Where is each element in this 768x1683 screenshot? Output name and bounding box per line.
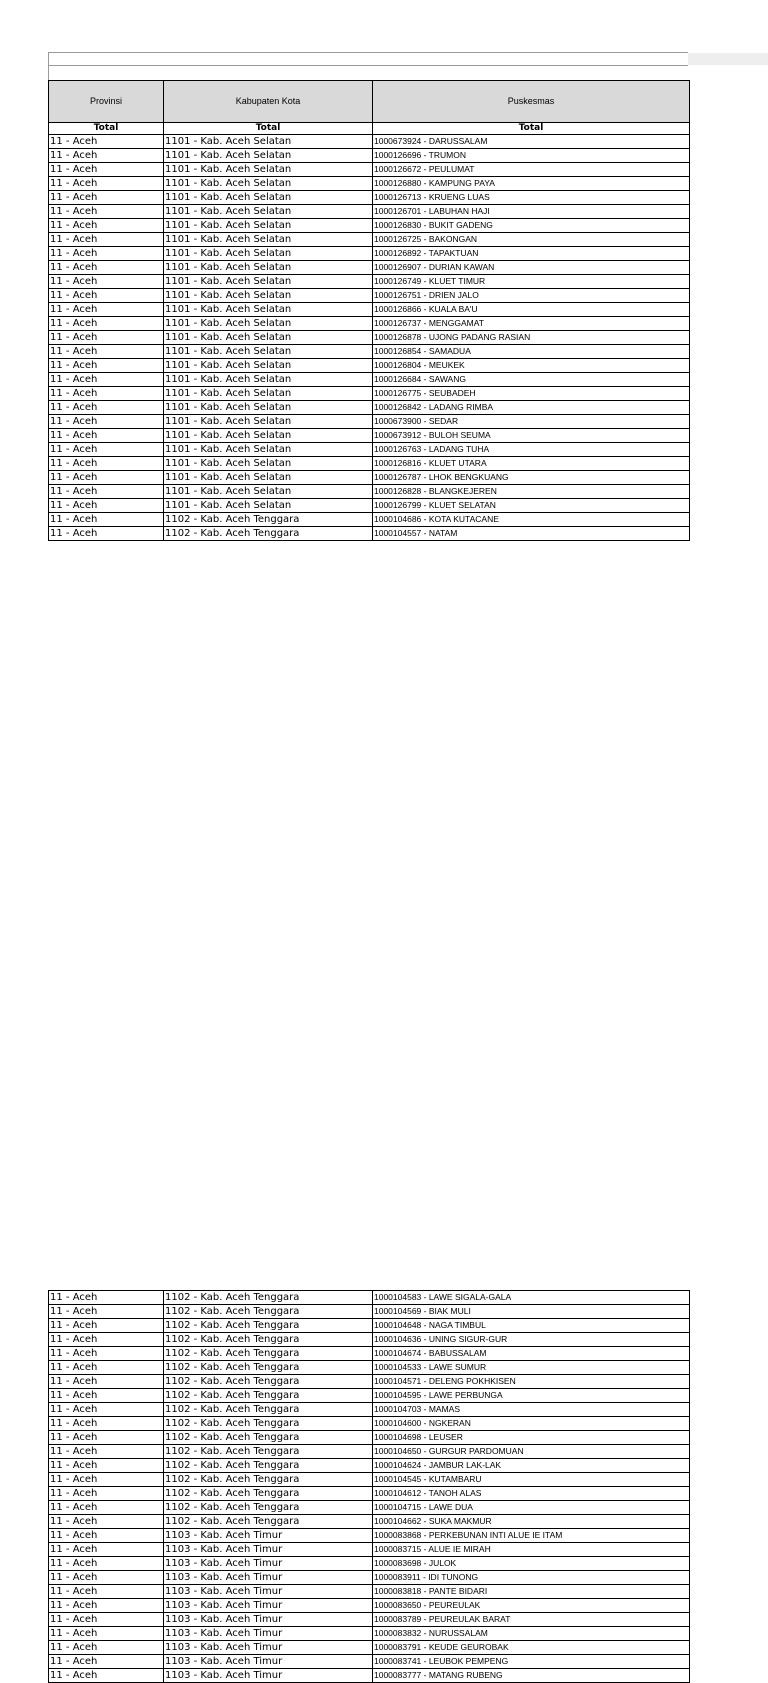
cell-puskesmas: 1000104533 - LAWE SUMUR	[373, 1361, 690, 1375]
cell-puskesmas: 1000126866 - KUALA BA'U	[373, 303, 690, 317]
table-row	[49, 219, 690, 233]
table-row	[49, 415, 690, 429]
cell-kabupaten-kota: 1103 - Kab. Aceh Timur	[164, 1669, 373, 1683]
cell-puskesmas: 1000673900 - SEDAR	[373, 415, 690, 429]
table-row	[49, 1319, 690, 1333]
table-row	[49, 149, 690, 163]
table-row	[49, 233, 690, 247]
table-row	[49, 1347, 690, 1361]
table-row	[49, 1543, 690, 1557]
cell-puskesmas: 1000083777 - MATANG RUBENG	[373, 1669, 690, 1683]
header-puskesmas: Puskesmas	[373, 81, 690, 123]
cell-provinsi: 11 - Aceh	[49, 219, 164, 233]
table-row	[49, 1641, 690, 1655]
cell-provinsi: 11 - Aceh	[49, 1655, 164, 1669]
cell-kabupaten-kota: 1101 - Kab. Aceh Selatan	[164, 373, 373, 387]
table-row	[49, 1403, 690, 1417]
cell-puskesmas: 1000083741 - LEUBOK PEMPENG	[373, 1655, 690, 1669]
cell-kabupaten-kota: 1102 - Kab. Aceh Tenggara	[164, 1361, 373, 1375]
cell-kabupaten-kota: 1102 - Kab. Aceh Tenggara	[164, 1347, 373, 1361]
cell-puskesmas: 1000104545 - KUTAMBARU	[373, 1473, 690, 1487]
cell-provinsi: 11 - Aceh	[49, 289, 164, 303]
cell-puskesmas: 1000083715 - ALUE IE MIRAH	[373, 1543, 690, 1557]
cell-kabupaten-kota: 1101 - Kab. Aceh Selatan	[164, 345, 373, 359]
cell-provinsi: 11 - Aceh	[49, 1473, 164, 1487]
cell-puskesmas: 1000083818 - PANTE BIDARI	[373, 1585, 690, 1599]
table-row	[49, 429, 690, 443]
total-row	[49, 123, 690, 135]
page-2-clip	[0, 645, 768, 1681]
table-row	[49, 1333, 690, 1347]
table-row	[49, 1529, 690, 1543]
cell-provinsi: 11 - Aceh	[49, 1627, 164, 1641]
cell-puskesmas: 1000673924 - DARUSSALAM	[373, 135, 690, 149]
cell-puskesmas: 1000126672 - PEULUMAT	[373, 163, 690, 177]
cell-kabupaten-kota: 1101 - Kab. Aceh Selatan	[164, 135, 373, 149]
cell-puskesmas: 1000083650 - PEUREULAK	[373, 1599, 690, 1613]
cell-kabupaten-kota: 1102 - Kab. Aceh Tenggara	[164, 1375, 373, 1389]
header-provinsi: Provinsi	[49, 81, 164, 123]
cell-puskesmas: 1000104648 - NAGA TIMBUL	[373, 1319, 690, 1333]
cell-kabupaten-kota: 1102 - Kab. Aceh Tenggara	[164, 1291, 373, 1305]
table-row	[49, 177, 690, 191]
cell-kabupaten-kota: 1103 - Kab. Aceh Timur	[164, 1529, 373, 1543]
cell-kabupaten-kota: 1101 - Kab. Aceh Selatan	[164, 471, 373, 485]
cell-puskesmas: 1000104612 - TANOH ALAS	[373, 1487, 690, 1501]
cell-provinsi: 11 - Aceh	[49, 1571, 164, 1585]
cell-puskesmas: 1000083789 - PEUREULAK BARAT	[373, 1613, 690, 1627]
cell-puskesmas: 1000104703 - MAMAS	[373, 1403, 690, 1417]
cell-puskesmas: 1000126854 - SAMADUA	[373, 345, 690, 359]
cell-kabupaten-kota: 1101 - Kab. Aceh Selatan	[164, 191, 373, 205]
cell-kabupaten-kota: 1101 - Kab. Aceh Selatan	[164, 429, 373, 443]
table-row	[49, 1669, 690, 1683]
cell-kabupaten-kota: 1101 - Kab. Aceh Selatan	[164, 387, 373, 401]
cell-provinsi: 11 - Aceh	[49, 1361, 164, 1375]
cell-provinsi: 11 - Aceh	[49, 485, 164, 499]
cell-puskesmas: 1000104674 - BABUSSALAM	[373, 1347, 690, 1361]
cell-provinsi: 11 - Aceh	[49, 205, 164, 219]
table-row	[49, 401, 690, 415]
table-row	[49, 1305, 690, 1319]
cell-provinsi: 11 - Aceh	[49, 275, 164, 289]
cell-kabupaten-kota: 1102 - Kab. Aceh Tenggara	[164, 527, 373, 541]
puskesmas-table-page-1	[48, 80, 690, 541]
cell-provinsi: 11 - Aceh	[49, 135, 164, 149]
cell-kabupaten-kota: 1101 - Kab. Aceh Selatan	[164, 317, 373, 331]
cell-kabupaten-kota: 1101 - Kab. Aceh Selatan	[164, 163, 373, 177]
cell-provinsi: 11 - Aceh	[49, 149, 164, 163]
table-row	[49, 261, 690, 275]
cell-provinsi: 11 - Aceh	[49, 1389, 164, 1403]
table-row	[49, 1431, 690, 1445]
cell-kabupaten-kota: 1101 - Kab. Aceh Selatan	[164, 177, 373, 191]
total-kabupaten: Total	[164, 123, 373, 135]
cell-provinsi: 11 - Aceh	[49, 1375, 164, 1389]
table-row	[49, 1417, 690, 1431]
cell-kabupaten-kota: 1103 - Kab. Aceh Timur	[164, 1613, 373, 1627]
table-row	[49, 303, 690, 317]
cell-provinsi: 11 - Aceh	[49, 317, 164, 331]
table-row	[49, 527, 690, 541]
table-row	[49, 1627, 690, 1641]
cell-puskesmas: 1000673912 - BULOH SEUMA	[373, 429, 690, 443]
cell-kabupaten-kota: 1102 - Kab. Aceh Tenggara	[164, 1305, 373, 1319]
cell-kabupaten-kota: 1101 - Kab. Aceh Selatan	[164, 359, 373, 373]
cell-kabupaten-kota: 1101 - Kab. Aceh Selatan	[164, 401, 373, 415]
cell-kabupaten-kota: 1101 - Kab. Aceh Selatan	[164, 233, 373, 247]
cell-provinsi: 11 - Aceh	[49, 1305, 164, 1319]
cell-provinsi: 11 - Aceh	[49, 1557, 164, 1571]
cell-kabupaten-kota: 1101 - Kab. Aceh Selatan	[164, 331, 373, 345]
cell-provinsi: 11 - Aceh	[49, 471, 164, 485]
cell-kabupaten-kota: 1101 - Kab. Aceh Selatan	[164, 205, 373, 219]
cell-puskesmas: 1000104715 - LAWE DUA	[373, 1501, 690, 1515]
cell-puskesmas: 1000104662 - SUKA MAKMUR	[373, 1515, 690, 1529]
table-row	[49, 1375, 690, 1389]
cell-kabupaten-kota: 1102 - Kab. Aceh Tenggara	[164, 1333, 373, 1347]
table-row	[49, 1291, 690, 1305]
table-row	[49, 485, 690, 499]
cell-provinsi: 11 - Aceh	[49, 415, 164, 429]
cell-puskesmas: 1000126701 - LABUHAN HAJI	[373, 205, 690, 219]
cell-provinsi: 11 - Aceh	[49, 345, 164, 359]
sheet-edge-shade	[688, 53, 768, 65]
cell-provinsi: 11 - Aceh	[49, 401, 164, 415]
table-row	[49, 247, 690, 261]
cell-kabupaten-kota: 1103 - Kab. Aceh Timur	[164, 1585, 373, 1599]
cell-puskesmas: 1000126892 - TAPAKTUAN	[373, 247, 690, 261]
table-row	[49, 1487, 690, 1501]
table-row	[49, 1501, 690, 1515]
cell-puskesmas: 1000126828 - BLANGKEJEREN	[373, 485, 690, 499]
cell-provinsi: 11 - Aceh	[49, 261, 164, 275]
table-row	[49, 1361, 690, 1375]
cell-puskesmas: 1000126878 - UJONG PADANG RASIAN	[373, 331, 690, 345]
cell-kabupaten-kota: 1103 - Kab. Aceh Timur	[164, 1627, 373, 1641]
cell-kabupaten-kota: 1102 - Kab. Aceh Tenggara	[164, 1417, 373, 1431]
cell-kabupaten-kota: 1102 - Kab. Aceh Tenggara	[164, 1459, 373, 1473]
cell-provinsi: 11 - Aceh	[49, 1529, 164, 1543]
table-row	[49, 163, 690, 177]
cell-provinsi: 11 - Aceh	[49, 429, 164, 443]
header-row	[49, 81, 690, 123]
cell-puskesmas: 1000083791 - KEUDE GEUROBAK	[373, 1641, 690, 1655]
cell-puskesmas: 1000083868 - PERKEBUNAN INTI ALUE IE ITAM	[373, 1529, 690, 1543]
cell-provinsi: 11 - Aceh	[49, 1515, 164, 1529]
cell-kabupaten-kota: 1102 - Kab. Aceh Tenggara	[164, 1473, 373, 1487]
cell-puskesmas: 1000104686 - KOTA KUTACANE	[373, 513, 690, 527]
cell-puskesmas: 1000126804 - MEUKEK	[373, 359, 690, 373]
sheet-subtitle-row	[48, 66, 688, 80]
table-row	[49, 359, 690, 373]
cell-provinsi: 11 - Aceh	[49, 177, 164, 191]
cell-puskesmas: 1000126751 - DRIEN JALO	[373, 289, 690, 303]
table-row	[49, 1459, 690, 1473]
table-row	[49, 1445, 690, 1459]
total-provinsi: Total	[49, 123, 164, 135]
cell-kabupaten-kota: 1103 - Kab. Aceh Timur	[164, 1655, 373, 1669]
cell-kabupaten-kota: 1101 - Kab. Aceh Selatan	[164, 303, 373, 317]
table-row	[49, 191, 690, 205]
cell-puskesmas: 1000104650 - GURGUR PARDOMUAN	[373, 1445, 690, 1459]
cell-provinsi: 11 - Aceh	[49, 163, 164, 177]
cell-provinsi: 11 - Aceh	[49, 443, 164, 457]
cell-puskesmas: 1000126763 - LADANG TUHA	[373, 443, 690, 457]
cell-puskesmas: 1000126830 - BUKIT GADENG	[373, 219, 690, 233]
table-row	[49, 1473, 690, 1487]
cell-provinsi: 11 - Aceh	[49, 1487, 164, 1501]
cell-provinsi: 11 - Aceh	[49, 359, 164, 373]
cell-provinsi: 11 - Aceh	[49, 1599, 164, 1613]
cell-provinsi: 11 - Aceh	[49, 513, 164, 527]
cell-kabupaten-kota: 1102 - Kab. Aceh Tenggara	[164, 513, 373, 527]
cell-provinsi: 11 - Aceh	[49, 1445, 164, 1459]
cell-kabupaten-kota: 1101 - Kab. Aceh Selatan	[164, 443, 373, 457]
table-row	[49, 513, 690, 527]
table-row	[49, 499, 690, 513]
cell-puskesmas: 1000126696 - TRUMON	[373, 149, 690, 163]
cell-puskesmas: 1000126787 - LHOK BENGKUANG	[373, 471, 690, 485]
cell-provinsi: 11 - Aceh	[49, 1459, 164, 1473]
cell-provinsi: 11 - Aceh	[49, 1669, 164, 1683]
cell-puskesmas: 1000126880 - KAMPUNG PAYA	[373, 177, 690, 191]
cell-provinsi: 11 - Aceh	[49, 1543, 164, 1557]
header-kabupaten-kota: Kabupaten Kota	[164, 81, 373, 123]
cell-puskesmas: 1000126816 - KLUET UTARA	[373, 457, 690, 471]
cell-kabupaten-kota: 1103 - Kab. Aceh Timur	[164, 1543, 373, 1557]
cell-puskesmas: 1000104557 - NATAM	[373, 527, 690, 541]
cell-kabupaten-kota: 1101 - Kab. Aceh Selatan	[164, 485, 373, 499]
table-row	[49, 275, 690, 289]
cell-provinsi: 11 - Aceh	[49, 373, 164, 387]
table-row	[49, 457, 690, 471]
cell-puskesmas: 1000104636 - UNING SIGUR-GUR	[373, 1333, 690, 1347]
cell-puskesmas: 1000126799 - KLUET SELATAN	[373, 499, 690, 513]
cell-provinsi: 11 - Aceh	[49, 1431, 164, 1445]
cell-provinsi: 11 - Aceh	[49, 331, 164, 345]
cell-provinsi: 11 - Aceh	[49, 387, 164, 401]
table-row	[49, 317, 690, 331]
cell-kabupaten-kota: 1101 - Kab. Aceh Selatan	[164, 247, 373, 261]
cell-provinsi: 11 - Aceh	[49, 1347, 164, 1361]
cell-provinsi: 11 - Aceh	[49, 1417, 164, 1431]
table-row	[49, 1389, 690, 1403]
cell-provinsi: 11 - Aceh	[49, 1333, 164, 1347]
cell-kabupaten-kota: 1102 - Kab. Aceh Tenggara	[164, 1431, 373, 1445]
table-row	[49, 1571, 690, 1585]
cell-puskesmas: 1000104595 - LAWE PERBUNGA	[373, 1389, 690, 1403]
cell-provinsi: 11 - Aceh	[49, 1613, 164, 1627]
table-row	[49, 387, 690, 401]
cell-provinsi: 11 - Aceh	[49, 1641, 164, 1655]
cell-kabupaten-kota: 1101 - Kab. Aceh Selatan	[164, 149, 373, 163]
table-row	[49, 205, 690, 219]
cell-kabupaten-kota: 1103 - Kab. Aceh Timur	[164, 1641, 373, 1655]
cell-kabupaten-kota: 1101 - Kab. Aceh Selatan	[164, 499, 373, 513]
table-row	[49, 1613, 690, 1627]
cell-provinsi: 11 - Aceh	[49, 527, 164, 541]
cell-kabupaten-kota: 1101 - Kab. Aceh Selatan	[164, 219, 373, 233]
cell-kabupaten-kota: 1102 - Kab. Aceh Tenggara	[164, 1389, 373, 1403]
table-row	[49, 1599, 690, 1613]
table-row	[49, 1655, 690, 1669]
cell-puskesmas: 1000126713 - KRUENG LUAS	[373, 191, 690, 205]
table-row	[49, 331, 690, 345]
cell-provinsi: 11 - Aceh	[49, 233, 164, 247]
cell-kabupaten-kota: 1102 - Kab. Aceh Tenggara	[164, 1319, 373, 1333]
cell-kabupaten-kota: 1102 - Kab. Aceh Tenggara	[164, 1487, 373, 1501]
table-row	[49, 373, 690, 387]
total-puskesmas: Total	[373, 123, 690, 135]
table-row	[49, 1515, 690, 1529]
cell-puskesmas: 1000126775 - SEUBADEH	[373, 387, 690, 401]
cell-puskesmas: 1000083698 - JULOK	[373, 1557, 690, 1571]
table-row	[49, 1585, 690, 1599]
cell-provinsi: 11 - Aceh	[49, 457, 164, 471]
table-row	[49, 471, 690, 485]
cell-kabupaten-kota: 1101 - Kab. Aceh Selatan	[164, 457, 373, 471]
cell-kabupaten-kota: 1103 - Kab. Aceh Timur	[164, 1571, 373, 1585]
cell-puskesmas: 1000104571 - DELENG POKHKISEN	[373, 1375, 690, 1389]
cell-kabupaten-kota: 1102 - Kab. Aceh Tenggara	[164, 1445, 373, 1459]
cell-puskesmas: 1000126907 - DURIAN KAWAN	[373, 261, 690, 275]
cell-kabupaten-kota: 1102 - Kab. Aceh Tenggara	[164, 1403, 373, 1417]
table-row	[49, 289, 690, 303]
cell-provinsi: 11 - Aceh	[49, 1291, 164, 1305]
sheet-title-row	[48, 52, 688, 66]
cell-kabupaten-kota: 1101 - Kab. Aceh Selatan	[164, 415, 373, 429]
puskesmas-table-page-2	[48, 1290, 690, 1683]
cell-kabupaten-kota: 1103 - Kab. Aceh Timur	[164, 1557, 373, 1571]
cell-kabupaten-kota: 1103 - Kab. Aceh Timur	[164, 1599, 373, 1613]
cell-kabupaten-kota: 1101 - Kab. Aceh Selatan	[164, 275, 373, 289]
cell-kabupaten-kota: 1102 - Kab. Aceh Tenggara	[164, 1515, 373, 1529]
cell-puskesmas: 1000126725 - BAKONGAN	[373, 233, 690, 247]
table-row	[49, 345, 690, 359]
cell-puskesmas: 1000126842 - LADANG RIMBA	[373, 401, 690, 415]
cell-puskesmas: 1000126737 - MENGGAMAT	[373, 317, 690, 331]
cell-puskesmas: 1000083832 - NURUSSALAM	[373, 1627, 690, 1641]
cell-provinsi: 11 - Aceh	[49, 499, 164, 513]
cell-puskesmas: 1000104624 - JAMBUR LAK-LAK	[373, 1459, 690, 1473]
cell-provinsi: 11 - Aceh	[49, 1319, 164, 1333]
cell-kabupaten-kota: 1101 - Kab. Aceh Selatan	[164, 289, 373, 303]
cell-puskesmas: 1000104698 - LEUSER	[373, 1431, 690, 1445]
cell-provinsi: 11 - Aceh	[49, 247, 164, 261]
cell-puskesmas: 1000083911 - IDI TUNONG	[373, 1571, 690, 1585]
cell-provinsi: 11 - Aceh	[49, 1585, 164, 1599]
table-row	[49, 135, 690, 149]
cell-puskesmas: 1000126684 - SAWANG	[373, 373, 690, 387]
cell-provinsi: 11 - Aceh	[49, 303, 164, 317]
table-row	[49, 443, 690, 457]
cell-puskesmas: 1000104600 - NGKERAN	[373, 1417, 690, 1431]
cell-puskesmas: 1000104583 - LAWE SIGALA-GALA	[373, 1291, 690, 1305]
cell-provinsi: 11 - Aceh	[49, 1403, 164, 1417]
cell-provinsi: 11 - Aceh	[49, 1501, 164, 1515]
cell-puskesmas: 1000104569 - BIAK MULI	[373, 1305, 690, 1319]
cell-kabupaten-kota: 1101 - Kab. Aceh Selatan	[164, 261, 373, 275]
cell-provinsi: 11 - Aceh	[49, 191, 164, 205]
cell-kabupaten-kota: 1102 - Kab. Aceh Tenggara	[164, 1501, 373, 1515]
cell-puskesmas: 1000126749 - KLUET TIMUR	[373, 275, 690, 289]
table-row	[49, 1557, 690, 1571]
